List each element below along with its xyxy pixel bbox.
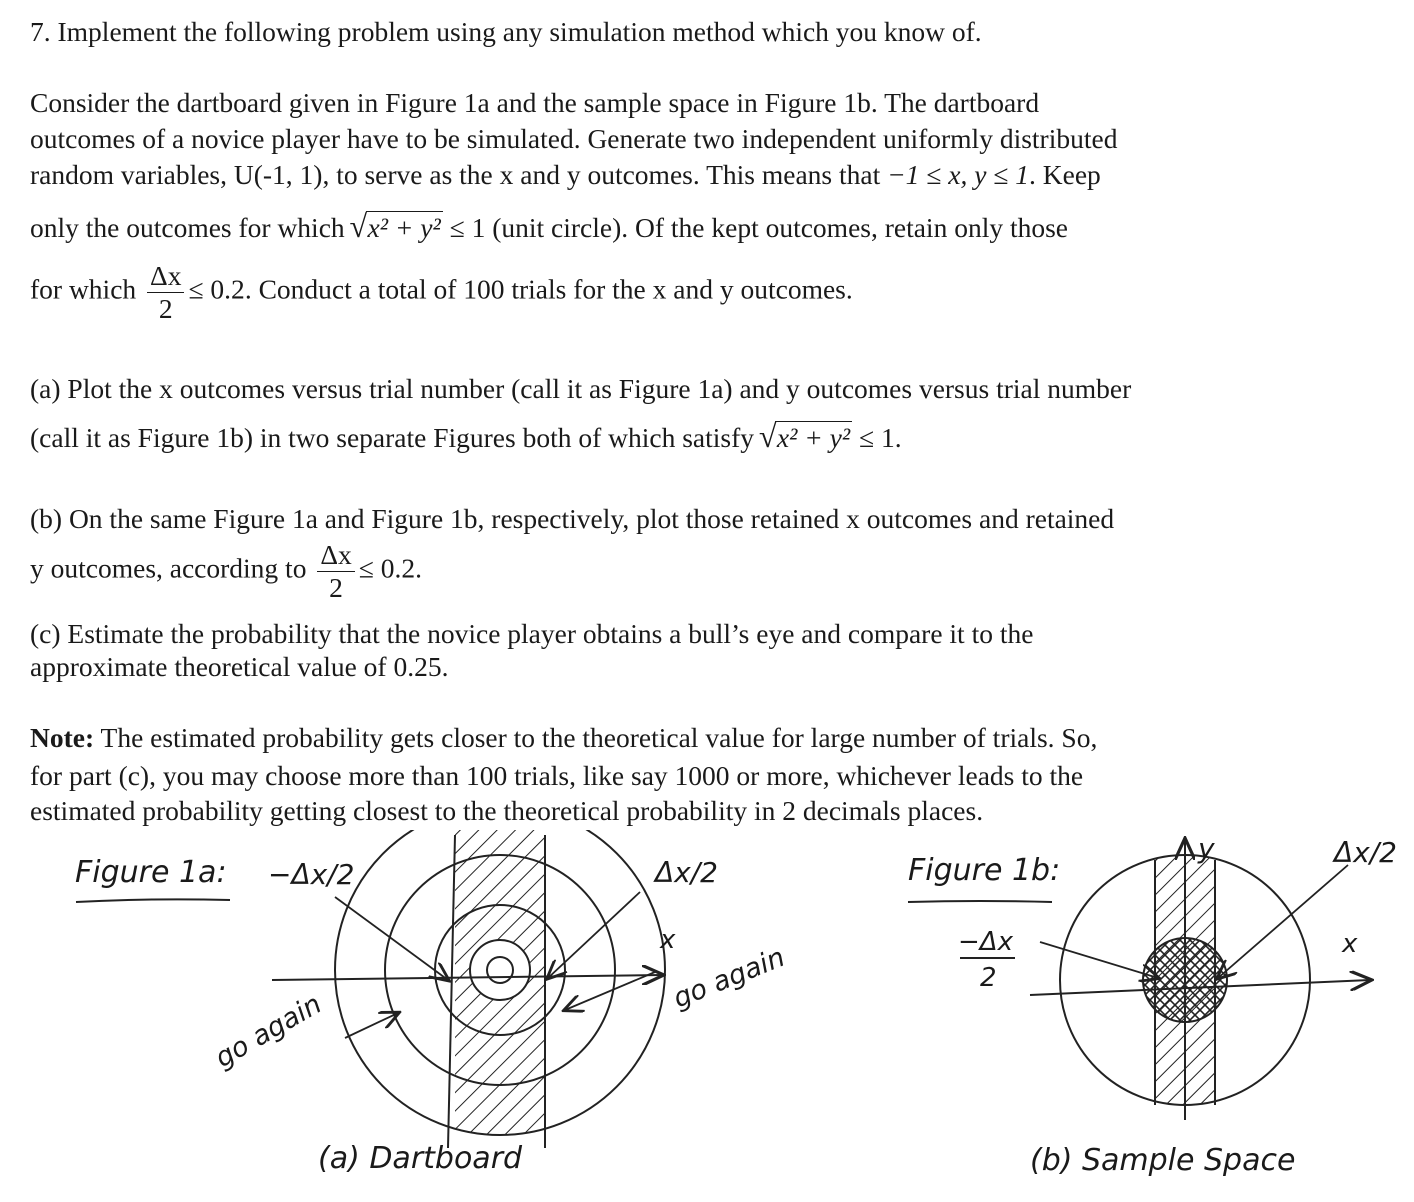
figure-1b-neg-dx-den: 2 [980,963,997,993]
figure-1a-label-underline [76,899,230,902]
note-line-1 [30,722,1097,754]
unit-circle-condition: ≤ 1 [442,212,486,243]
intro-line-2: outcomes of a novice player have to be simulated. Generate two independent uniformly distributed [30,123,1118,154]
figure-1b-label: Figure 1b: [908,853,1061,888]
figure-1b-arrow-left [1040,942,1158,978]
part-b-numerator: Δx [317,541,354,572]
part-a-line-2-text: (call it as Figure 1b) in two separate Figures both of which satisfy [30,422,761,453]
problem-heading: 7. Implement the following problem using any simulation method which you know of. [30,16,982,47]
intro-line-4-text: only the outcomes for which [30,212,352,243]
intro-line-5-end: . Conduct a total of 100 trials for the x and y outcomes. [244,273,853,305]
part-a-line-1: (a) Plot the x outcomes versus trial number (call it as Figure 1a) and y outcomes versus trial number [30,373,1132,404]
intro-line-4-end: (unit circle). Of the kept outcomes, retain only those [485,212,1069,243]
intro-line-5 [30,262,853,322]
figure-1b-x-label: x [1342,929,1358,959]
part-a-condition: ≤ 1. [852,422,902,453]
figure-1a-go-again-left: go again [210,988,327,1075]
figure-1a-dartboard [0,830,850,1200]
figure-1a-neg-dx: −Δx/2 [268,858,355,891]
figure-1b-y-label: y [1198,832,1215,865]
part-b-fraction [317,541,354,601]
part-b-line-2-text: y outcomes, according to [30,552,314,584]
figure-1b-sample-space [880,830,1410,1200]
note-line-3: estimated probability getting closest to the theoretical probability in 2 decimals places. [30,795,984,826]
part-a-radicand: x² + y² [776,422,851,453]
figure-1b-label-underline [908,901,1052,902]
figure-1b-caption: (b) Sample Space [1030,1143,1296,1178]
figure-1a-go-again-right: go again [669,941,790,1015]
figure-1b-pos-dx: Δx/2 [1334,836,1397,869]
part-c-line-2: approximate theoretical value of 0.25. [30,651,449,682]
part-a-line-2 [30,422,902,454]
part-c-line-1: (c) Estimate the probability that the novice player obtains a bull’s eye and compare it to the [30,618,1034,649]
figure-1b-neg-dx-num: −Δx [958,927,1013,957]
note-line-1-text: The estimated probability gets closer to the theoretical value for large number of trials. So, [94,722,1098,753]
figure-1b-arrow-right [1218,865,1348,978]
part-a-sqrt [761,422,852,454]
dartboard-bullseye [487,957,513,983]
figure-1a-label: Figure 1a: [75,855,227,890]
range-condition: −1 ≤ x, y ≤ 1 [887,159,1030,190]
intro-line-3-text: random variables, U(-1, 1), to serve as the x and y outcomes. This means that [30,159,888,190]
part-b-line-2 [30,541,422,601]
intro-line-5-text: for which [30,273,144,305]
part-b-line-1: (b) On the same Figure 1a and Figure 1b, respectively, plot those retained x outcomes and retained [30,503,1115,534]
sqrt-radicand: x² + y² [367,212,441,243]
fraction-denominator: 2 [158,292,173,324]
figure-1a-left-band-line [448,835,455,1148]
figure-1a-x-label: x [660,925,676,955]
delta-x-fraction [147,262,184,322]
figure-1a-arrow-left [335,897,448,980]
intro-line-3 [30,159,1101,191]
unit-circle-sqrt [352,212,443,244]
delta-condition: ≤ 0.2 [188,273,245,305]
part-b-condition: ≤ 0.2. [358,552,422,584]
figure-1a-arrow-go-again-left [345,1013,398,1038]
fraction-numerator: Δx [147,262,184,293]
intro-line-4 [30,212,1068,244]
figure-1a-pos-dx: Δx/2 [655,856,718,889]
part-b-denominator: 2 [329,571,343,603]
intro-line-3-end: . Keep [1029,159,1101,190]
note-label: Note: [30,722,95,753]
figure-1a-caption: (a) Dartboard [318,1141,523,1176]
note-line-2: for part (c), you may choose more than 100 trials, like say 1000 or more, whichever leads to the [30,760,1084,791]
intro-line-1: Consider the dartboard given in Figure 1a and the sample space in Figure 1b. The dartboard [30,87,1040,118]
